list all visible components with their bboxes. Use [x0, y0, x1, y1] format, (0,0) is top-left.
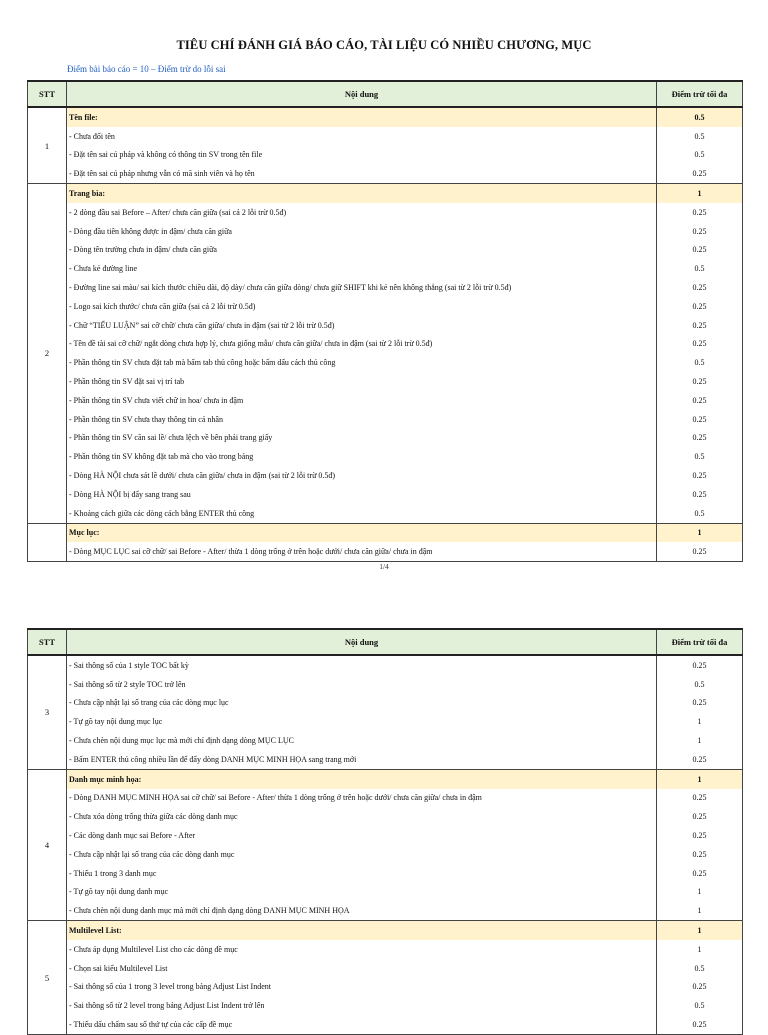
max-deduction: 0.5	[657, 959, 743, 978]
criterion-text: - Đặt tên sai cú pháp nhưng vẫn có mã sinh viên và họ tên	[67, 164, 657, 183]
criterion-text: - Dòng MỤC LỤC sai cỡ chữ/ sai Before - After/ thừa 1 dòng trống ở trên hoặc dưới/ chưa căn giữa/ chưa in đậm	[67, 542, 657, 561]
criterion-text: - Sai thông số từ 2 style TOC trở lên	[67, 675, 657, 694]
criterion-text: - Sai thông số của 1 trong 3 level trong bảng Adjust List Indent	[67, 978, 657, 997]
max-deduction: 0.25	[657, 222, 743, 241]
table-header-row	[28, 629, 743, 655]
max-deduction: 0.5	[657, 447, 743, 466]
max-deduction: 0.5	[657, 504, 743, 523]
table-row	[28, 959, 743, 978]
document-title: TIÊU CHÍ ĐÁNH GIÁ BÁO CÁO, TÀI LIỆU CÓ NHIỀU CHƯƠNG, MỤC	[176, 38, 592, 52]
max-deduction: 0.25	[657, 807, 743, 826]
table-row	[28, 504, 743, 523]
stt-cell	[28, 523, 67, 562]
max-deduction: 0.5	[657, 259, 743, 278]
stt-cell: 3	[28, 655, 67, 769]
criterion-text: - Tên đề tài sai cỡ chữ/ ngắt dòng chưa hợp lý, chưa giống mẫu/ chưa căn giữa/ chưa in đậm (sai từ 2 lỗi trừ 0.5đ)	[67, 335, 657, 354]
criterion-text: - Chưa áp dụng Multilevel List cho các dòng đề mục	[67, 940, 657, 959]
max-deduction: 0.5	[657, 127, 743, 146]
table-row	[28, 694, 743, 713]
table-row	[28, 485, 743, 504]
table-row	[28, 940, 743, 959]
max-deduction: 0.5	[657, 996, 743, 1015]
max-deduction: 0.25	[657, 297, 743, 316]
criteria-table-page-1	[27, 80, 743, 562]
section-title: Mục lục:	[67, 523, 657, 542]
stt-cell: 5	[28, 921, 67, 1035]
criterion-text: - Phần thông tin SV không đặt tab mà cho vào trong bảng	[67, 447, 657, 466]
table-row	[28, 789, 743, 808]
max-deduction: 0.25	[657, 694, 743, 713]
max-deduction: 0.25	[657, 655, 743, 675]
criterion-text: - Chưa kẻ đường line	[67, 259, 657, 278]
criterion-text: - Tự gõ tay nội dung danh mục	[67, 883, 657, 902]
criterion-text: - Phần thông tin SV căn sai lề/ chưa lệch về bên phải trang giấy	[67, 429, 657, 448]
table-row	[28, 259, 743, 278]
table-row	[28, 1015, 743, 1034]
criterion-text: - Đặt tên sai cú pháp và không có thông tin SV trong tên file	[67, 146, 657, 165]
table-row	[28, 864, 743, 883]
section-header-row	[28, 107, 743, 127]
stt-cell: 4	[28, 769, 67, 920]
criterion-text: - Tự gõ tay nội dung mục lục	[67, 712, 657, 731]
section-header-row	[28, 921, 743, 940]
page-2-table-area	[0, 628, 768, 1030]
max-deduction: 0.25	[657, 845, 743, 864]
max-deduction: 0.25	[657, 278, 743, 297]
criterion-text: - Dòng tên trường chưa in đậm/ chưa căn giữa	[67, 241, 657, 260]
table-row	[28, 316, 743, 335]
criterion-text: - Thiếu 1 trong 3 danh mục	[67, 864, 657, 883]
max-deduction: 0.25	[657, 864, 743, 883]
criterion-text: - Phần thông tin SV chưa viết chữ in hoa/ chưa in đậm	[67, 391, 657, 410]
section-header-row	[28, 769, 743, 788]
table-row	[28, 826, 743, 845]
table-row	[28, 996, 743, 1015]
section-header-row	[28, 523, 743, 542]
max-deduction: 1	[657, 523, 743, 542]
table-row	[28, 429, 743, 448]
header-score: Điểm trừ tối đa	[657, 629, 743, 655]
table-header-row	[28, 81, 743, 107]
max-deduction: 1	[657, 901, 743, 920]
table-row	[28, 241, 743, 260]
criterion-text: - Logo sai kích thước/ chưa căn giữa (sai cả 2 lỗi trừ 0.5đ)	[67, 297, 657, 316]
max-deduction: 0.25	[657, 391, 743, 410]
table-row	[28, 335, 743, 354]
max-deduction: 0.25	[657, 429, 743, 448]
criterion-text: - Dòng HÀ NỘI bị đẩy sang trang sau	[67, 485, 657, 504]
max-deduction: 0.25	[657, 241, 743, 260]
criterion-text: - Chưa chèn nội dung danh mục mà mới chỉ định dạng dòng DANH MỤC MINH HỌA	[67, 901, 657, 920]
criterion-text: - Phần thông tin SV chưa đặt tab mà bấm tab thủ công hoặc bấm dấu cách thủ công	[67, 353, 657, 372]
max-deduction: 1	[657, 921, 743, 940]
criteria-table-page-2	[27, 628, 743, 1035]
header-content: Nội dung	[67, 629, 657, 655]
criterion-text: - Các dòng danh mục sai Before - After	[67, 826, 657, 845]
criterion-text: - Phần thông tin SV đặt sai vị trí tab	[67, 372, 657, 391]
table-row	[28, 731, 743, 750]
max-deduction: 0.25	[657, 203, 743, 222]
table-row	[28, 353, 743, 372]
table-row	[28, 466, 743, 485]
criterion-text: - Sai thông số của 1 style TOC bất kỳ	[67, 655, 657, 675]
header-stt: STT	[28, 81, 67, 107]
header-stt: STT	[28, 629, 67, 655]
table-row	[28, 222, 743, 241]
criterion-text: - Dòng đầu tiên không được in đậm/ chưa căn giữa	[67, 222, 657, 241]
page-2	[0, 628, 768, 1030]
max-deduction: 1	[657, 712, 743, 731]
table-row	[28, 146, 743, 165]
max-deduction: 0.5	[657, 353, 743, 372]
max-deduction: 0.25	[657, 316, 743, 335]
criterion-text: - Chưa xóa dòng trống thừa giữa các dòng danh mục	[67, 807, 657, 826]
table-row	[28, 883, 743, 902]
table-row	[28, 542, 743, 561]
table-row	[28, 901, 743, 920]
table-row	[28, 127, 743, 146]
max-deduction: 1	[657, 940, 743, 959]
max-deduction: 0.25	[657, 978, 743, 997]
table-row	[28, 203, 743, 222]
table-row	[28, 372, 743, 391]
max-deduction: 1	[657, 731, 743, 750]
section-header-row	[28, 184, 743, 203]
criterion-text: - Khoảng cách giữa các dòng cách bằng ENTER thủ công	[67, 504, 657, 523]
table-row	[28, 278, 743, 297]
max-deduction: 0.5	[657, 107, 743, 127]
criterion-text: - Sai thông số từ 2 level trong bảng Adjust List Indent trở lên	[67, 996, 657, 1015]
max-deduction: 0.25	[657, 164, 743, 183]
table-row	[28, 807, 743, 826]
max-deduction: 0.25	[657, 485, 743, 504]
max-deduction: 0.25	[657, 826, 743, 845]
max-deduction: 0.5	[657, 675, 743, 694]
header-score: Điểm trừ tối đa	[657, 81, 743, 107]
criterion-text: - 2 dòng đầu sai Before – After/ chưa căn giữa (sai cả 2 lỗi trừ 0.5đ)	[67, 203, 657, 222]
max-deduction: 0.25	[657, 466, 743, 485]
table-row	[28, 297, 743, 316]
table-row	[28, 391, 743, 410]
section-title: Multilevel List:	[67, 921, 657, 940]
max-deduction: 0.25	[657, 372, 743, 391]
max-deduction: 0.25	[657, 1015, 743, 1034]
table-row	[28, 447, 743, 466]
max-deduction: 0.25	[657, 410, 743, 429]
max-deduction: 1	[657, 769, 743, 788]
table-row	[28, 675, 743, 694]
criterion-text: - Dòng HÀ NỘI chưa sát lề dưới/ chưa căn giữa/ chưa in đậm (sai từ 2 lỗi trừ 0.5đ)	[67, 466, 657, 485]
criterion-text: - Thiếu dấu chấm sau số thứ tự của các cấp đề mục	[67, 1015, 657, 1034]
max-deduction: 1	[657, 184, 743, 203]
header-content: Nội dung	[67, 81, 657, 107]
criterion-text: - Chọn sai kiểu Multilevel List	[67, 959, 657, 978]
criterion-text: - Bấm ENTER thủ công nhiều lần để đẩy dòng DANH MỤC MINH HỌA sang trang mới	[67, 750, 657, 769]
stt-cell: 2	[28, 184, 67, 523]
table-row	[28, 845, 743, 864]
criterion-text: - Chưa đổi tên	[67, 127, 657, 146]
criterion-text: - Chữ “TIỂU LUẬN” sai cỡ chữ/ chưa căn giữa/ chưa in đậm (sai từ 2 lỗi trừ 0.5đ)	[67, 316, 657, 335]
table-row	[28, 712, 743, 731]
table-row	[28, 750, 743, 769]
max-deduction: 1	[657, 883, 743, 902]
criterion-text: - Chưa cập nhật lại số trang của các dòng mục lục	[67, 694, 657, 713]
max-deduction: 0.25	[657, 789, 743, 808]
criterion-text: - Đường line sai màu/ sai kích thước chiều dài, độ dày/ chưa căn giữa dòng/ chưa giữ SHIFT khi kẻ nên không thẳng (sai từ 2 lỗi trừ 0.5đ)	[67, 278, 657, 297]
max-deduction: 0.25	[657, 750, 743, 769]
table-row	[28, 978, 743, 997]
section-title: Danh mục minh họa:	[67, 769, 657, 788]
criterion-text: - Chưa chèn nội dung mục lục mà mới chỉ định dạng dòng MỤC LỤC	[67, 731, 657, 750]
max-deduction: 0.25	[657, 542, 743, 561]
criterion-text: - Dòng DANH MỤC MINH HỌA sai cỡ chữ/ sai Before - After/ thừa 1 dòng trống ở trên hoặc dưới/ chưa căn giữa/ chưa in đậm	[67, 789, 657, 808]
section-title: Trang bìa:	[67, 184, 657, 203]
table-row	[28, 164, 743, 183]
table-row	[28, 655, 743, 675]
criterion-text: - Chưa cập nhật lại số trang của các dòng danh mục	[67, 845, 657, 864]
max-deduction: 0.5	[657, 146, 743, 165]
section-title: Tên file:	[67, 107, 657, 127]
scoring-note: Điểm bài báo cáo = 10 – Điểm trừ do lỗi sai	[67, 64, 226, 74]
criterion-text: - Phần thông tin SV chưa thay thông tin cá nhân	[67, 410, 657, 429]
table-row	[28, 410, 743, 429]
max-deduction: 0.25	[657, 335, 743, 354]
stt-cell: 1	[28, 107, 67, 184]
page-number: 1/4	[379, 562, 389, 571]
